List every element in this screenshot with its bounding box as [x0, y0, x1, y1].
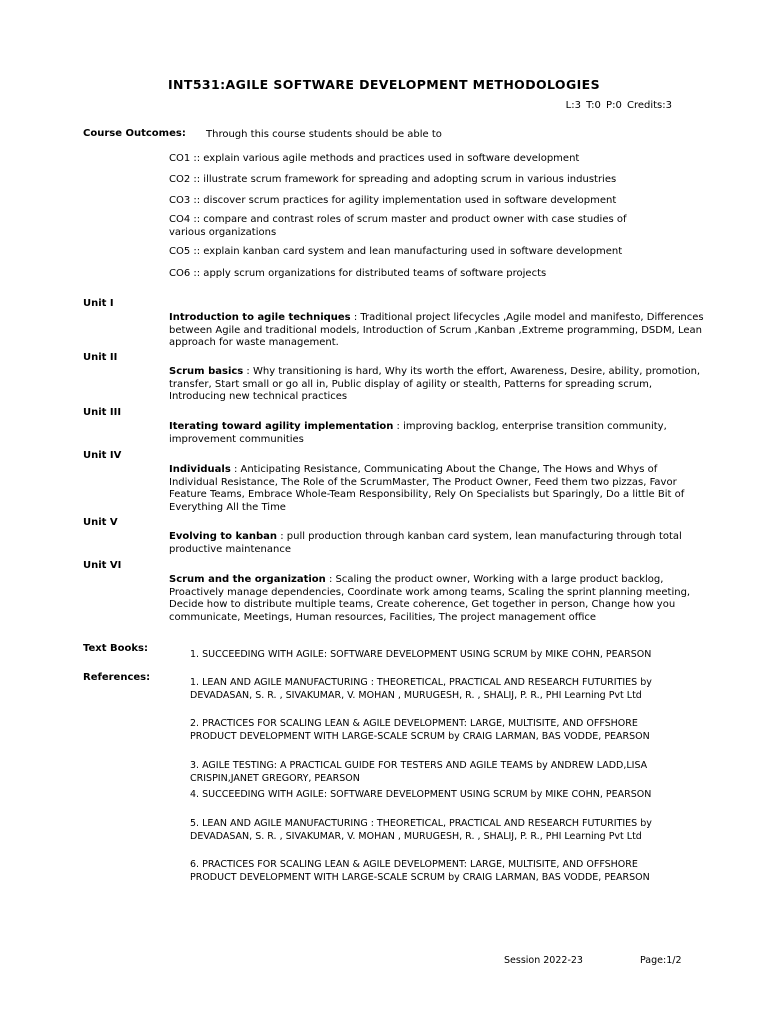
page-number: Page:1/2 [640, 955, 682, 966]
unit-heading: Evolving to kanban [169, 531, 278, 542]
unit-heading: Iterating toward agility implementation [169, 421, 394, 432]
unit-content [169, 421, 709, 446]
reference-item: 1. LEAN AND AGILE MANUFACTURING : THEORETICAL, PRACTICAL AND RESEARCH FUTURITIES by DEVADASAN, S. R. , SIVAKUMAR, V. MOHAN , MURUGESH, R. , SHALIJ, P. R., PHI Learning Pvt Ltd [190, 677, 652, 701]
references-label: References: [83, 672, 151, 683]
reference-item: 6. PRACTICES FOR SCALING LEAN & AGILE DEVELOPMENT: LARGE, MULTISITE, AND OFFSHORE PRODUCT DEVELOPMENT WITH LARGE-SCALE SCRUM by CRAIG LARMAN, BAS VODDE, PEARSON [190, 859, 650, 883]
course-outcomes-label: Course Outcomes: [83, 128, 186, 139]
unit-heading: Scrum and the organization [169, 574, 326, 585]
unit-heading: Individuals [169, 464, 231, 475]
page-title: INT531:AGILE SOFTWARE DEVELOPMENT METHODOLOGIES [167, 77, 601, 92]
unit-label: Unit III [83, 407, 122, 418]
unit-content [169, 574, 709, 624]
reference-item: 3. AGILE TESTING: A PRACTICAL GUIDE FOR TESTERS AND AGILE TEAMS by ANDREW LADD,LISA CRISPIN,JANET GREGORY, PEARSON [190, 760, 648, 784]
unit-label: Unit V [83, 517, 118, 528]
unit-heading: Scrum basics [169, 366, 244, 377]
co-item: CO4 :: compare and contrast roles of scrum master and product owner with case studies of various organizations [169, 214, 627, 238]
unit-body: : Anticipating Resistance, Communicating About the Change, The Hows and Whys of Individual Resistance, The Role of the ScrumMaster, The Product Owner, Feed them two pizzas, Favor Feature Teams, Embrace Whole-Team Responsibility, Rely On Specialists but Sparingly, Do a little Bit of Everything All the Time [169, 464, 685, 513]
reference-item: 5. LEAN AND AGILE MANUFACTURING : THEORETICAL, PRACTICAL AND RESEARCH FUTURITIES by DEVADASAN, S. R. , SIVAKUMAR, V. MOHAN , MURUGESH, R. , SHALIJ, P. R., PHI Learning Pvt Ltd [190, 818, 652, 842]
unit-body: : improving backlog, enterprise transition community, improvement communities [169, 421, 667, 445]
credits-line: L:3 T:0 P:0 Credits:3 [565, 100, 672, 111]
session-text: Session 2022-23 [504, 955, 583, 966]
unit-label: Unit I [83, 298, 114, 309]
unit-content [169, 464, 709, 514]
unit-content [169, 312, 709, 350]
unit-label: Unit IV [83, 450, 122, 461]
co-item: CO5 :: explain kanban card system and lean manufacturing used in software development [169, 246, 623, 257]
unit-body: : Why transitioning is hard, Why its worth the effort, Awareness, Desire, ability, promotion, transfer, Start small or go all in, Public display of agility or stealth, Patterns for spreading scrum, Introducing new technical practices [169, 366, 701, 402]
unit-label: Unit VI [83, 560, 122, 571]
unit-body: : pull production through kanban card system, lean manufacturing through total productive maintenance [169, 531, 682, 555]
co-item: CO6 :: apply scrum organizations for distributed teams of software projects [169, 268, 547, 279]
unit-heading: Introduction to agile techniques [169, 312, 351, 323]
unit-label: Unit II [83, 352, 118, 363]
reference-item: 2. PRACTICES FOR SCALING LEAN & AGILE DEVELOPMENT: LARGE, MULTISITE, AND OFFSHORE PRODUCT DEVELOPMENT WITH LARGE-SCALE SCRUM by CRAIG LARMAN, BAS VODDE, PEARSON [190, 718, 650, 742]
course-outcomes-intro: Through this course students should be able to [206, 129, 442, 140]
unit-content [169, 531, 709, 556]
text-book-item: 1. SUCCEEDING WITH AGILE: SOFTWARE DEVELOPMENT USING SCRUM by MIKE COHN, PEARSON [190, 649, 652, 660]
unit-content [169, 366, 709, 404]
co-item: CO3 :: discover scrum practices for agility implementation used in software development [169, 195, 617, 206]
unit-body: : Traditional project lifecycles ,Agile model and manifesto, Differences between Agile and traditional models, Introduction of Scrum ,Kanban ,Extreme programming, DSDM, Lean approach for waste management. [169, 312, 704, 348]
reference-item: 4. SUCCEEDING WITH AGILE: SOFTWARE DEVELOPMENT USING SCRUM by MIKE COHN, PEARSON [190, 789, 652, 800]
unit-body: : Scaling the product owner, Working with a large product backlog, Proactively manage dependencies, Coordinate work among teams, Scaling the sprint planning meeting, Decide how to distribute multiple teams, Create coherence, Get together in person, Change how you communicate, Meetings, Human resources, Facilities, The project management office [169, 574, 691, 623]
co-item: CO1 :: explain various agile methods and practices used in software development [169, 153, 580, 164]
text-books-label: Text Books: [83, 643, 148, 654]
co-item: CO2 :: illustrate scrum framework for spreading and adopting scrum in various industries [169, 174, 617, 185]
